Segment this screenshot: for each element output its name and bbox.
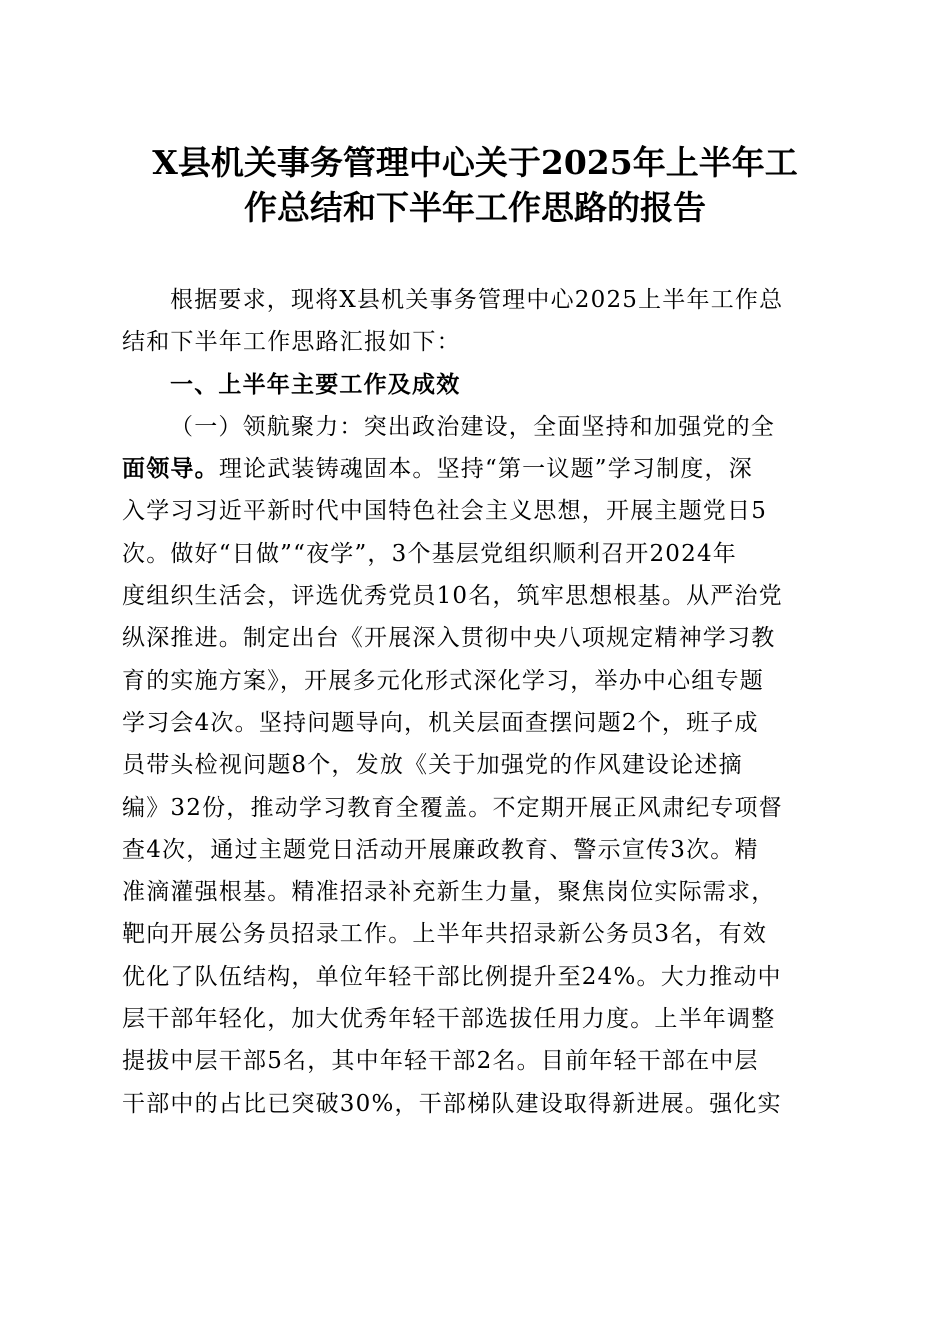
paragraph-line: 靶向开展公务员招录工作。上半年共招录新公务员3名，有效 xyxy=(122,921,768,948)
subsection-heading-cont: 面领导。 xyxy=(122,455,219,483)
title-line-1: X县机关事务管理中心关于2025年上半年工 xyxy=(152,143,798,182)
paragraph-line: 员带头检视问题8个，发放《关于加强党的作风建设论述摘 xyxy=(122,752,743,779)
paragraph-line-first-rest: 理论武装铸魂固本。坚持“第一议题”学习制度，深 xyxy=(218,456,753,483)
title-line-2: 作总结和下半年工作思路的报告 xyxy=(244,188,706,227)
paragraph-line: 纵深推进。制定出台《开展深入贯彻中央八项规定精神学习教 xyxy=(122,625,776,652)
paragraph-line-first xyxy=(122,448,832,490)
paragraph-line: 层干部年轻化，加大优秀年轻干部选拔任用力度。上半年调整 xyxy=(122,1006,776,1033)
intro-line-2: 结和下半年工作思路汇报如下： xyxy=(122,329,461,356)
section-heading: 一、上半年主要工作及成效 xyxy=(170,371,461,398)
paragraph-line: 干部中的占比已突破30%，干部梯队建设取得新进展。强化实 xyxy=(122,1090,782,1117)
paragraph-line: 查4次，通过主题党日活动开展廉政教育、警示宣传3次。精 xyxy=(122,836,759,863)
paragraph-line: 提拔中层干部5名，其中年轻干部2名。目前年轻干部在中层 xyxy=(122,1048,759,1075)
subsection-heading: （一）领航聚力：突出政治建设，全面坚持和加强党的全 xyxy=(170,413,775,440)
paragraph-line: 入学习习近平新时代中国特色社会主义思想，开展主题党日5 xyxy=(122,498,768,525)
paragraph-line: 编》32份，推动学习教育全覆盖。不定期开展正风肃纪专项督 xyxy=(122,794,783,821)
document-body xyxy=(122,279,832,1125)
intro-line-1: 根据要求，现将X县机关事务管理中心2025上半年工作总 xyxy=(170,287,784,313)
paragraph-line: 度组织生活会，评选优秀党员10名，筑牢思想根基。从严治党 xyxy=(122,583,783,610)
document-title xyxy=(100,140,850,230)
paragraph-line: 育的实施方案》，开展多元化形式深化学习，举办中心组专题 xyxy=(122,667,764,694)
paragraph-line: 学习会4次。坚持问题导向，机关层面查摆问题2个，班子成 xyxy=(122,709,759,736)
paragraph-line: 优化了队伍结构，单位年轻干部比例提升至24%。大力推动中 xyxy=(122,963,782,990)
paragraph-line: 次。做好“日做”“夜学”，3个基层党组织顺利召开2024年 xyxy=(122,540,737,567)
paragraph-line: 准滴灌强根基。精准招录补充新生力量，聚焦岗位实际需求， xyxy=(122,879,776,906)
